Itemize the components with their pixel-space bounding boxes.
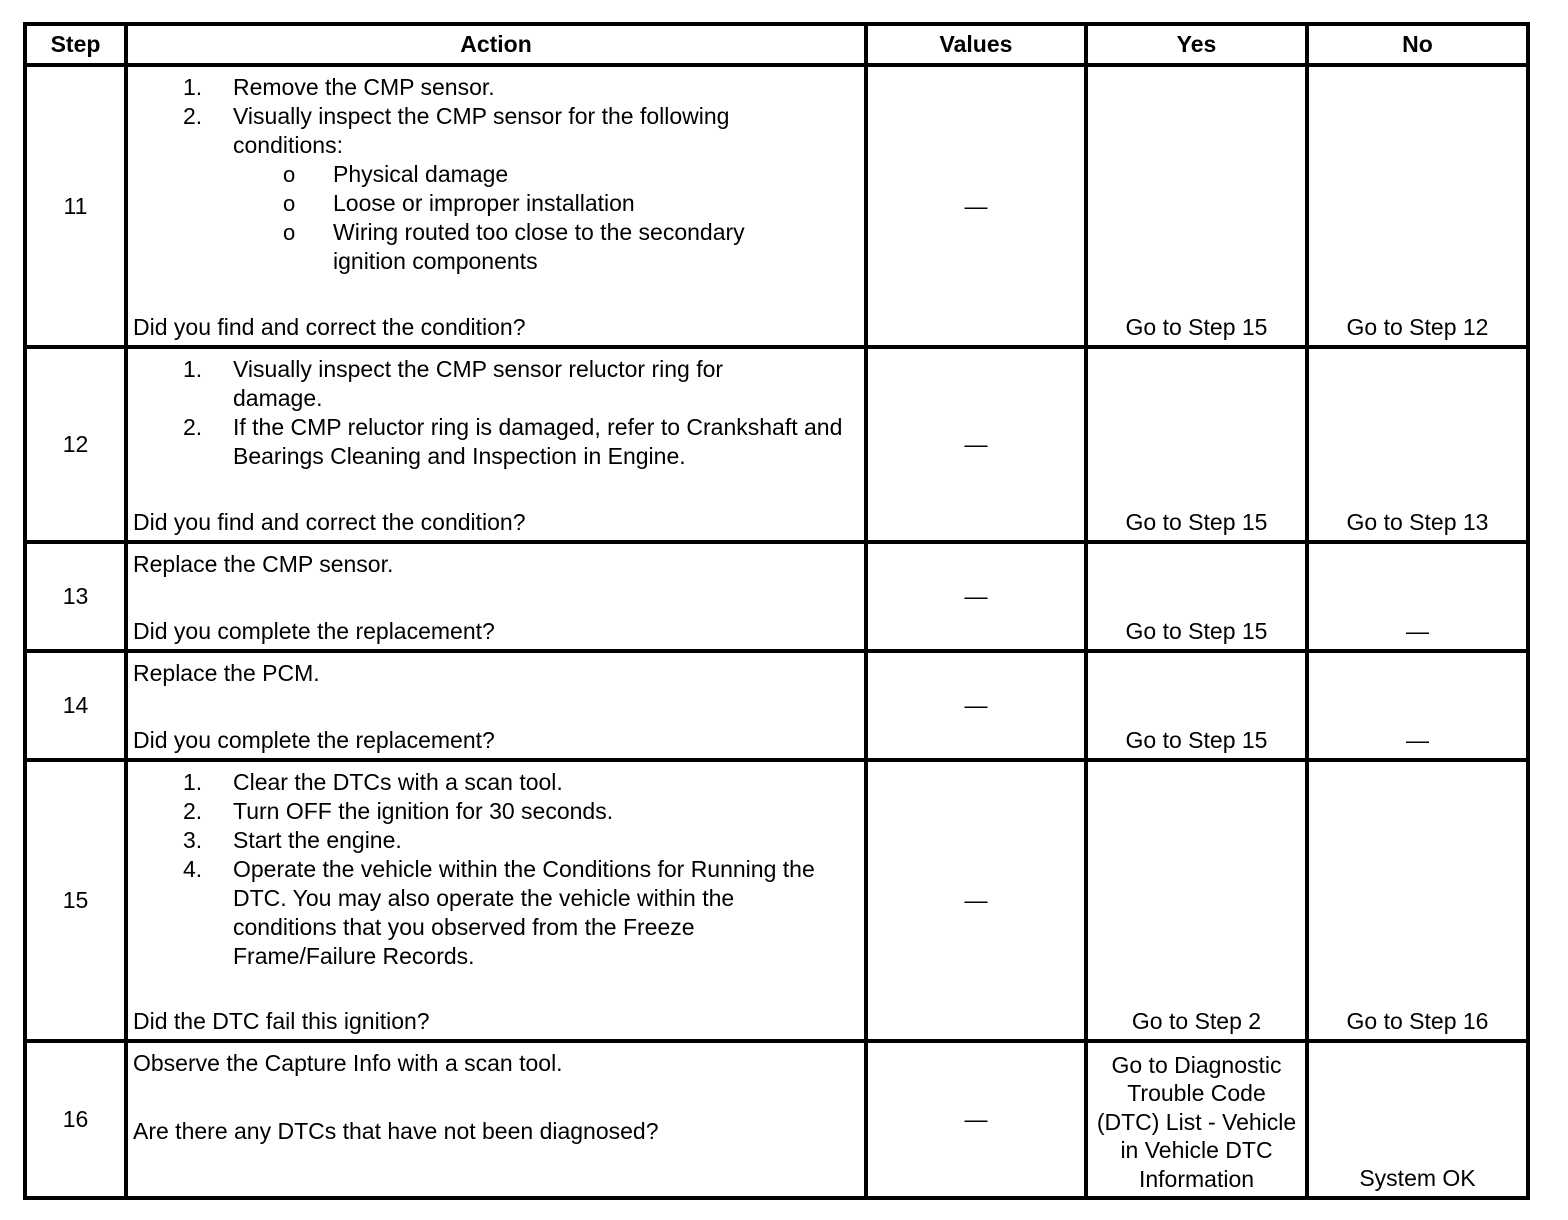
values-cell: — bbox=[866, 65, 1086, 347]
no-link[interactable]: Go to Step 16 bbox=[1346, 1008, 1489, 1034]
no-value: — bbox=[1406, 618, 1429, 644]
list-item: 2. Turn OFF the ignition for 30 seconds. bbox=[183, 798, 614, 824]
action-text: Replace the CMP sensor. bbox=[133, 551, 394, 577]
step-question: Did the DTC fail this ignition? bbox=[133, 1008, 430, 1034]
no-value: System OK bbox=[1359, 1165, 1476, 1191]
list-item: 1. Clear the DTCs with a scan tool. bbox=[183, 769, 563, 795]
values-cell: — bbox=[866, 347, 1086, 542]
no-value: — bbox=[1406, 727, 1429, 753]
step-number: 12 bbox=[25, 347, 126, 542]
action-cell bbox=[126, 651, 866, 760]
action-steps bbox=[133, 73, 859, 276]
no-cell bbox=[1307, 542, 1528, 651]
yes-cell bbox=[1086, 651, 1307, 760]
yes-cell bbox=[1086, 347, 1307, 542]
action-steps bbox=[133, 355, 859, 471]
no-link[interactable]: Go to Step 12 bbox=[1346, 314, 1489, 340]
yes-cell bbox=[1086, 760, 1307, 1041]
step-question: Did you find and correct the condition? bbox=[133, 314, 526, 340]
yes-link[interactable]: Go to Step 15 bbox=[1125, 727, 1268, 753]
header-action: Action bbox=[126, 24, 866, 65]
step-number: 15 bbox=[25, 760, 126, 1041]
action-cell bbox=[126, 542, 866, 651]
list-item: 1. Visually inspect the CMP sensor reluctor ring for damage. bbox=[183, 356, 724, 411]
list-item: 4. Operate the vehicle within the Conditions for Running the DTC. You may also operate the vehicle within the conditions that you observed from the Freeze Frame/Failure Records. bbox=[183, 856, 815, 969]
table-row bbox=[25, 1041, 1528, 1198]
yes-cell bbox=[1086, 1041, 1307, 1198]
header-values: Values bbox=[866, 24, 1086, 65]
table-row bbox=[25, 65, 1528, 347]
no-cell bbox=[1307, 347, 1528, 542]
yes-link[interactable]: Go to Diagnostic Trouble Code (DTC) List - Vehicle in Vehicle DTC Information bbox=[1096, 1051, 1297, 1192]
no-link[interactable]: Go to Step 13 bbox=[1346, 509, 1489, 535]
step-number: 13 bbox=[25, 542, 126, 651]
step-question: Are there any DTCs that have not been diagnosed? bbox=[133, 1118, 659, 1144]
values-cell: — bbox=[866, 1041, 1086, 1198]
table-row bbox=[25, 347, 1528, 542]
condition-list bbox=[233, 160, 819, 276]
yes-cell bbox=[1086, 542, 1307, 651]
step-question: Did you find and correct the condition? bbox=[133, 509, 526, 535]
yes-link[interactable]: Go to Step 15 bbox=[1125, 314, 1268, 340]
values-cell: — bbox=[866, 542, 1086, 651]
yes-link[interactable]: Go to Step 2 bbox=[1131, 1008, 1262, 1034]
header-row bbox=[25, 24, 1528, 65]
yes-link[interactable]: Go to Step 15 bbox=[1125, 509, 1268, 535]
list-item: 1. Remove the CMP sensor. bbox=[183, 74, 495, 100]
step-number: 16 bbox=[25, 1041, 126, 1198]
action-steps bbox=[133, 768, 859, 971]
table-row bbox=[25, 542, 1528, 651]
action-text: Observe the Capture Info with a scan tool. bbox=[133, 1050, 563, 1076]
values-cell: — bbox=[866, 651, 1086, 760]
no-cell bbox=[1307, 65, 1528, 347]
action-cell bbox=[126, 760, 866, 1041]
no-cell bbox=[1307, 760, 1528, 1041]
action-cell bbox=[126, 347, 866, 542]
step-question: Did you complete the replacement? bbox=[133, 618, 495, 644]
diagnostic-table bbox=[23, 22, 1530, 1200]
values-cell: — bbox=[866, 760, 1086, 1041]
list-item: o Physical damage bbox=[283, 161, 509, 187]
yes-cell bbox=[1086, 65, 1307, 347]
no-cell bbox=[1307, 1041, 1528, 1198]
list-item: 2. If the CMP reluctor ring is damaged, refer to Crankshaft and Bearings Cleaning and Inspection in Engine. bbox=[183, 414, 843, 469]
step-question: Did you complete the replacement? bbox=[133, 727, 495, 753]
header-step: Step bbox=[25, 24, 126, 65]
list-item: 2. Visually inspect the CMP sensor for the following conditions: o Physical damage o Loose or improper installation o Wiring routed too close to the secondary ignition components bbox=[133, 102, 859, 276]
table-row bbox=[25, 760, 1528, 1041]
header-yes: Yes bbox=[1086, 24, 1307, 65]
no-cell bbox=[1307, 651, 1528, 760]
yes-link[interactable]: Go to Step 15 bbox=[1125, 618, 1268, 644]
action-cell bbox=[126, 1041, 866, 1198]
step-number: 14 bbox=[25, 651, 126, 760]
list-item: o Loose or improper installation bbox=[283, 190, 635, 216]
list-item: 3. Start the engine. bbox=[183, 827, 402, 853]
action-cell bbox=[126, 65, 866, 347]
step-number: 11 bbox=[25, 65, 126, 347]
table-row bbox=[25, 651, 1528, 760]
header-no: No bbox=[1307, 24, 1528, 65]
action-text: Replace the PCM. bbox=[133, 660, 320, 686]
list-item: o Wiring routed too close to the secondary ignition components bbox=[283, 219, 745, 274]
